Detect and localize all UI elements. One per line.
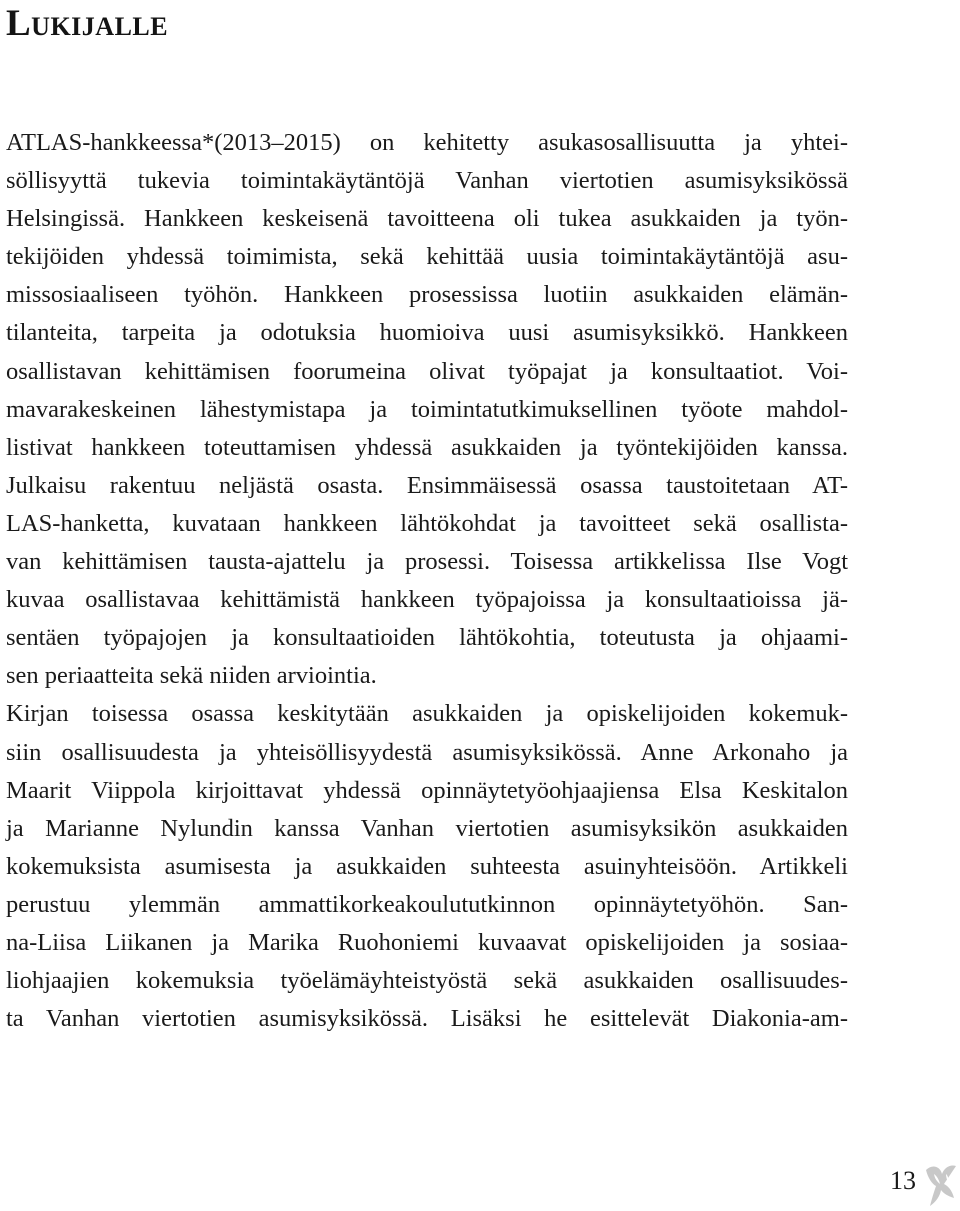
text-line: na-Liisa Liikanen ja Marika Ruohoniemi kuvaavat opiskelijoiden ja sosiaa-: [6, 928, 848, 956]
page-number: 13: [890, 1166, 916, 1195]
text-line: Kirjan toisessa osassa keskitytään asukkaiden ja opiskelijoiden kokemuk-: [6, 700, 848, 728]
text-line: perustuu ylemmän ammattikorkeakoulututkinnon opinnäytetyöhön. San-: [6, 890, 848, 918]
text-line: tilanteita, tarpeita ja odotuksia huomioiva uusi asumisyksikkö. Hankkeen: [6, 319, 848, 347]
stylized-bird-logo-icon: [922, 1160, 958, 1208]
paragraph-2: [6, 695, 848, 1038]
text-line: ja Marianne Nylundin kanssa Vanhan viertotien asumisyksikön asukkaiden: [6, 814, 848, 842]
text-line: tekijöiden yhdessä toimimista, sekä kehittää uusia toimintakäytäntöjä asu-: [6, 243, 848, 271]
text-line: söllisyyttä tukevia toimintakäytäntöjä Vanhan viertotien asumisyksikössä: [6, 167, 848, 195]
text-line: kuvaa osallistavaa kehittämistä hankkeen työpajoissa ja konsultaatioissa jä-: [6, 586, 848, 614]
text-line: ATLAS-hankkeessa*(2013–2015) on kehitetty asukasosallisuutta ja yhtei-: [6, 129, 848, 156]
text-line: van kehittämisen tausta-ajattelu ja prosessi. Toisessa artikkelissa Ilse Vogt: [6, 548, 848, 576]
text-line: LAS-hanketta, kuvataan hankkeen lähtökohdat ja tavoitteet sekä osallista-: [6, 509, 848, 537]
text-line: kokemuksista asumisesta ja asukkaiden suhteesta asuinyhteisöön. Artikkeli: [6, 852, 848, 880]
text-line: sen periaatteita sekä niiden arviointia.: [6, 662, 377, 690]
text-line: siin osallisuudesta ja yhteisöllisyydestä asumisyksikössä. Anne Arkonaho ja: [6, 738, 848, 766]
text-line: osallistavan kehittämisen foorumeina olivat työpajat ja konsultaatiot. Voi-: [6, 357, 848, 385]
text-line: ta Vanhan viertotien asumisyksikössä. Lisäksi he esittelevät Diakonia-am-: [6, 1005, 848, 1033]
text-line: sentäen työpajojen ja konsultaatioiden lähtökohtia, toteutusta ja ohjaami-: [6, 624, 848, 652]
text-line: Helsingissä. Hankkeen keskeisenä tavoitteena oli tukea asukkaiden ja työn-: [6, 205, 848, 233]
body-text: [6, 124, 848, 1038]
text-line: liohjaajien kokemuksia työelämäyhteistyöstä sekä asukkaiden osallisuudes-: [6, 967, 848, 995]
text-line: mavarakeskeinen lähestymistapa ja toimintatutkimuksellinen työote mahdol-: [6, 395, 848, 423]
text-line: Julkaisu rakentuu neljästä osasta. Ensimmäisessä osassa taustoitetaan AT-: [6, 471, 848, 499]
page-title: Lukijalle: [6, 3, 169, 44]
text-line: listivat hankkeen toteuttamisen yhdessä asukkaiden ja työntekijöiden kanssa.: [6, 433, 848, 461]
text-line: Maarit Viippola kirjoittavat yhdessä opinnäytetyöohjaajiensa Elsa Keskitalon: [6, 776, 848, 804]
paragraph-1: [6, 124, 848, 695]
text-line: missosiaaliseen työhön. Hankkeen prosessissa luotiin asukkaiden elämän-: [6, 281, 848, 309]
